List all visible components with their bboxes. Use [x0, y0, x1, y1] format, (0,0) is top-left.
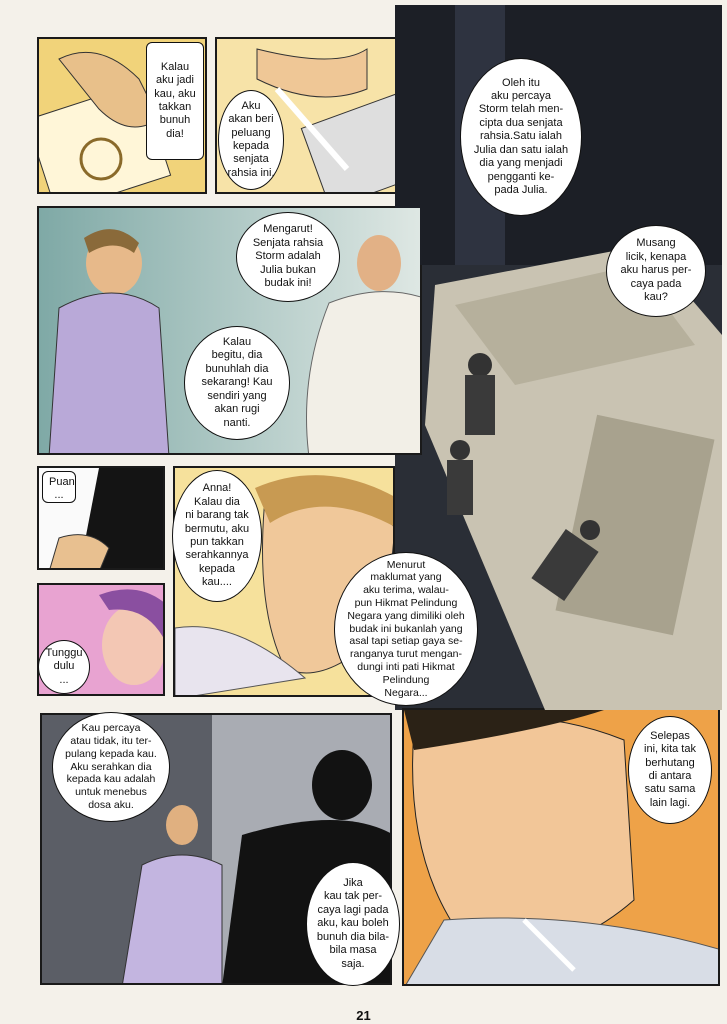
speech-bubble-13: Selepas ini, kita tak berhutang di antara satu sama lain lagi. — [628, 716, 712, 824]
speech-bubble-6: Kalau begitu, dia bunuhlah dia sekarang! Kau sendiri yang akan rugi nanti. — [184, 326, 290, 440]
speech-bubble-10: Tunggu dulu ... — [38, 640, 90, 694]
speech-box-7: Puan ... — [42, 471, 76, 503]
speech-bubble-4: Musang licik, kenapa aku harus per- caya pada kau? — [606, 225, 706, 317]
speech-bubble-8: Anna! Kalau dia ni barang tak bermutu, aku pun takkan serahkannya kepada kau.... — [172, 470, 262, 602]
speech-bubble-11: Kau percaya atau tidak, itu ter- pulang kepada kau. Aku serahkan dia kepada kau adalah untuk menebus dosa aku. — [52, 712, 170, 822]
speech-bubble-2: Aku akan beri peluang kepada senjata rahsia ini. — [218, 90, 284, 190]
speech-bubble-3: Oleh itu aku percaya Storm telah men- cipta dua senjata rahsia.Satu ialah Julia dan satu ialah dia yang menjadi pengganti ke- pada Julia. — [460, 58, 582, 216]
speech-bubble-1: Kalau aku jadi kau, aku takkan bunuh dia! — [146, 42, 204, 160]
page-number: 21 — [356, 1008, 371, 1023]
speech-bubble-12: Jika kau tak per- caya lagi pada aku, kau boleh bunuh dia bila- bila masa saja. — [306, 862, 400, 986]
speech-bubble-9: Menurut maklumat yang aku terima, walau- pun Hikmat Pelindung Negara yang dimiliki oleh budak ini bukanlah yang asal tapi setiap gaya se- ranganya turut mengan- dungi inti pati Hikmat Pelindung Negara... — [334, 552, 478, 706]
speech-bubble-5: Mengarut! Senjata rahsia Storm adalah Julia bukan budak ini! — [236, 212, 340, 302]
